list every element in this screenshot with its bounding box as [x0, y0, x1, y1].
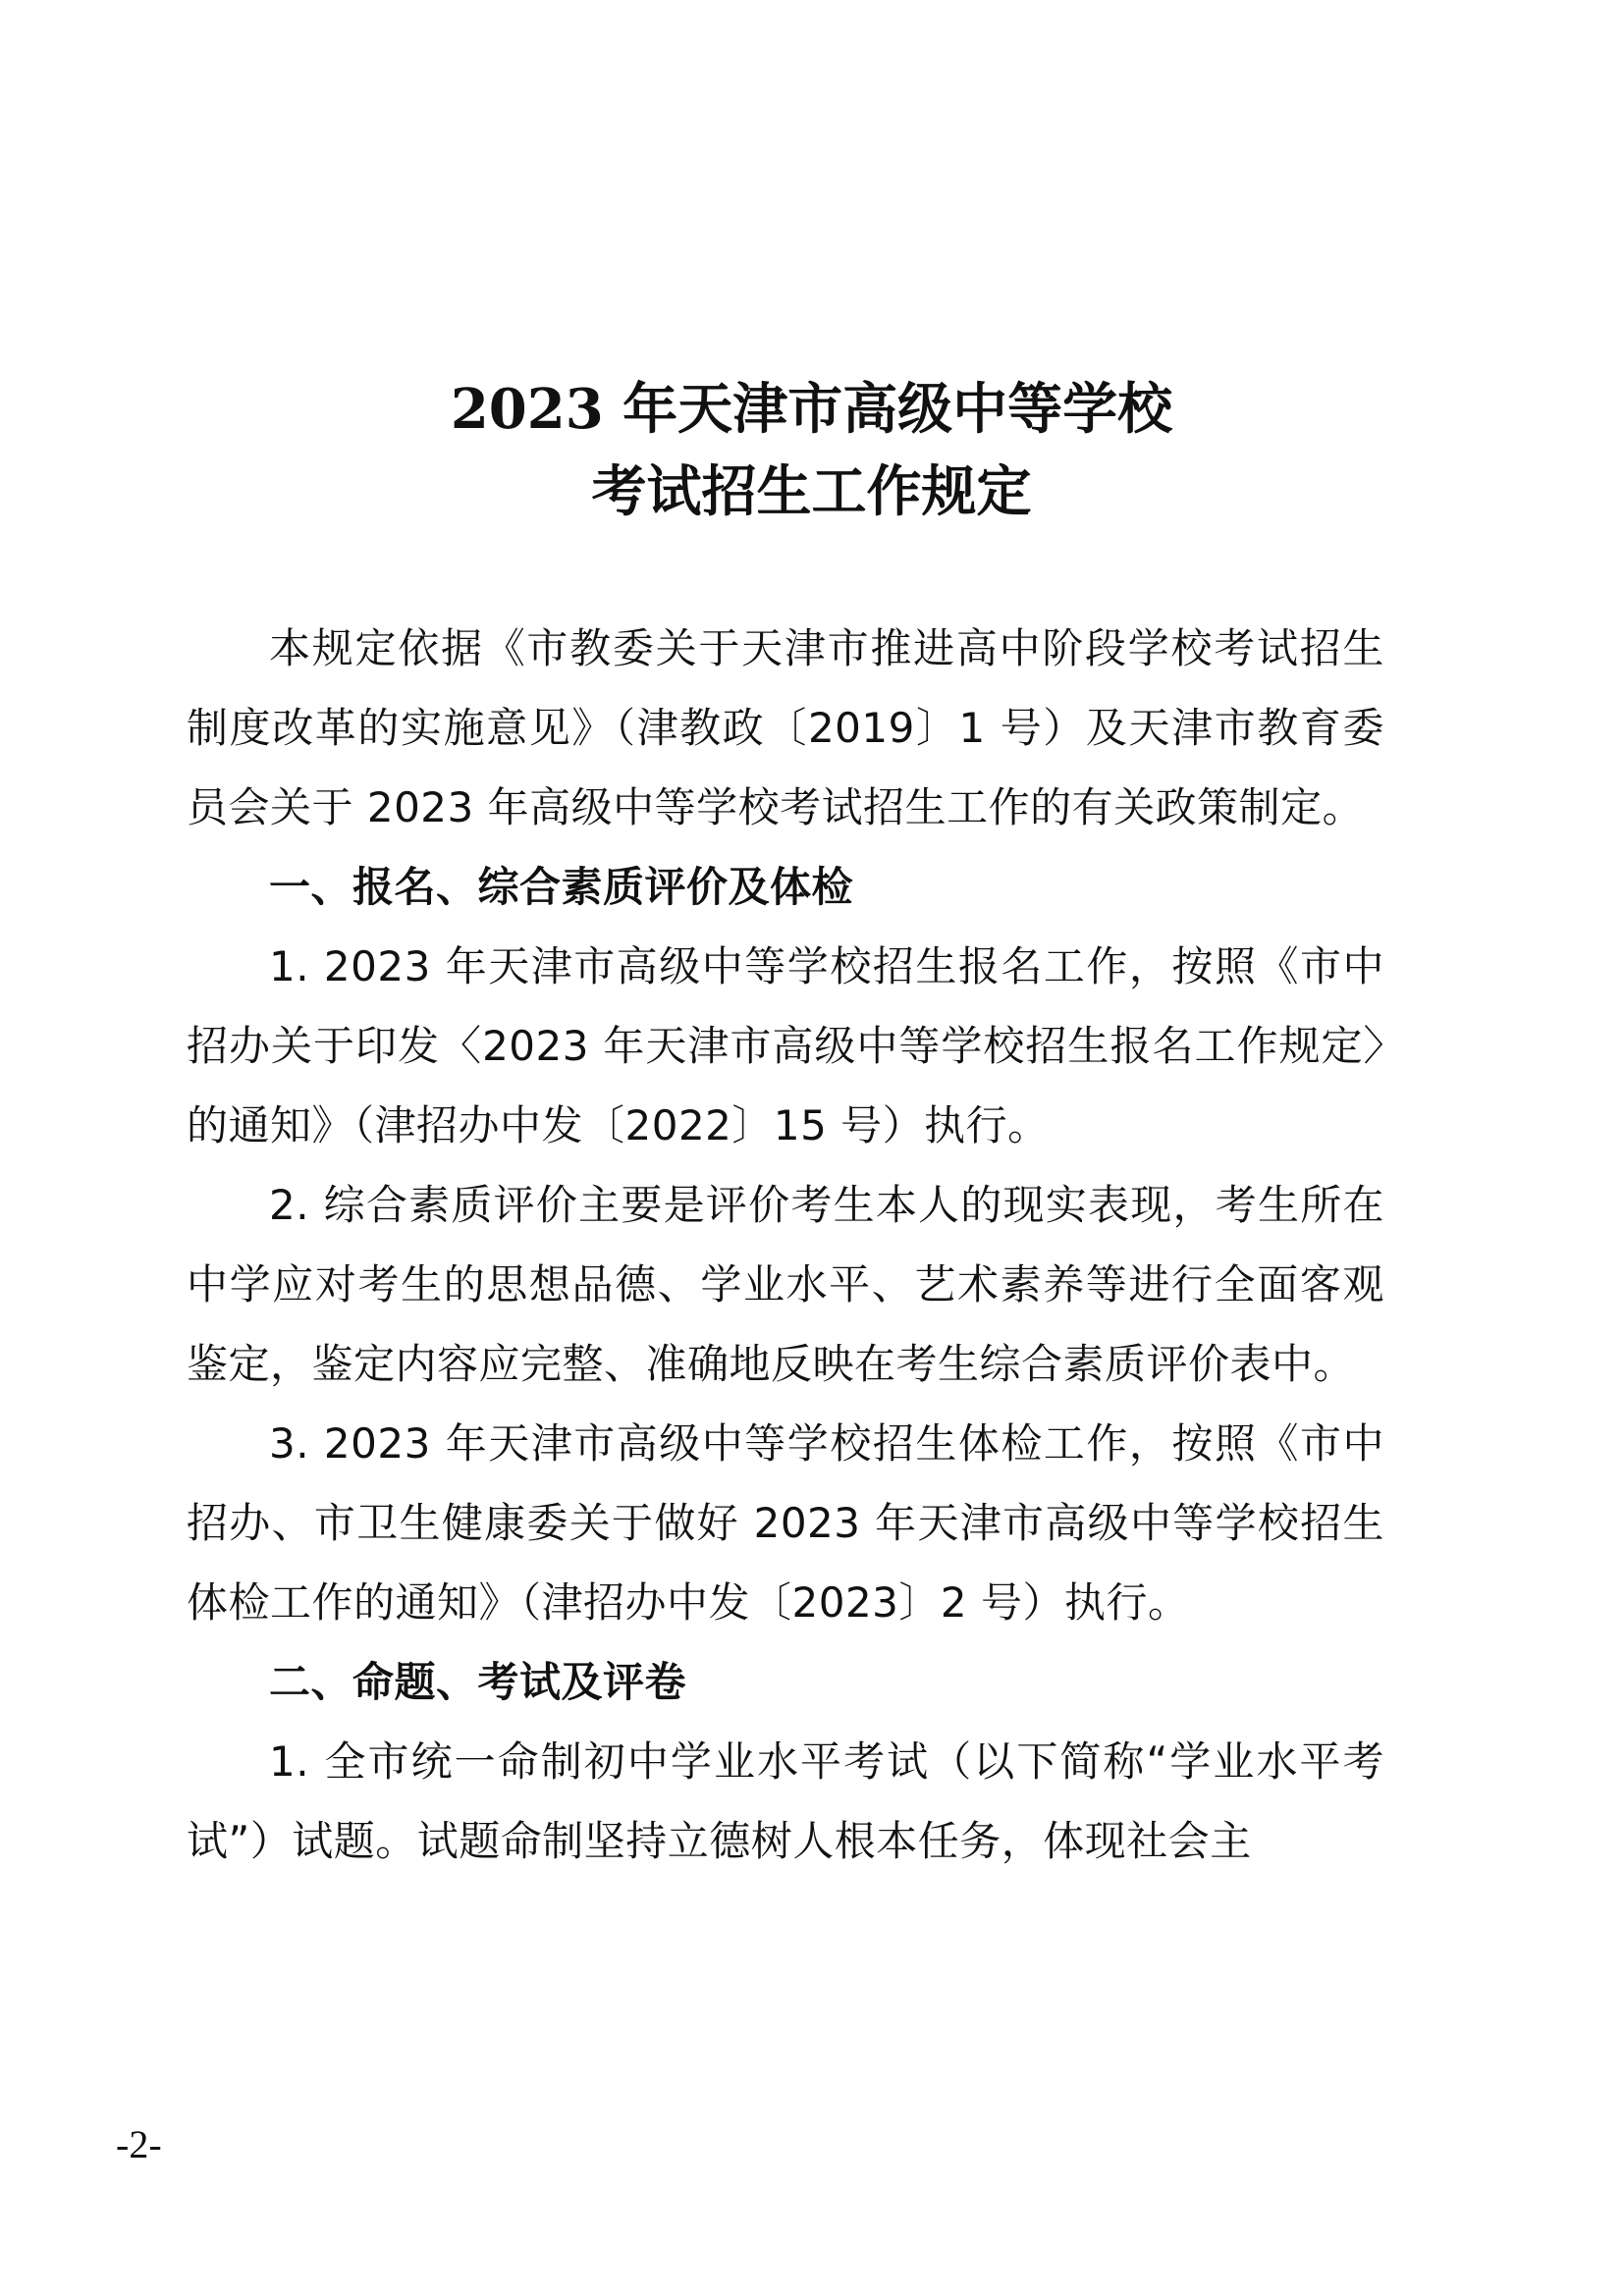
section-2-heading: 二、命题、考试及评卷: [269, 1658, 687, 1706]
document-title-line-2: 考试招生工作规定: [591, 459, 1032, 524]
section-2-item-1: 1. 全市统一命制初中学业水平考试（以下简称“学业水平考试”）试题。试题命制坚持立德树人根本任务，体现社会主: [187, 1737, 1384, 1865]
document-body: [187, 609, 1384, 1881]
document-title-line-1: 2023 年天津市高级中等学校: [450, 377, 1173, 442]
section-1-heading: 一、报名、综合素质评价及体检: [269, 863, 854, 911]
section-1-item-2: 2. 综合素质评价主要是评价考生本人的现实表现，考生所在中学应对考生的思想品德、学业水平、艺术素养等进行全面客观鉴定，鉴定内容应完整、准确地反映在考生综合素质评价表中。: [187, 1181, 1384, 1388]
intro-paragraph: 本规定依据《市教委关于天津市推进高中阶段学校考试招生制度改革的实施意见》（津教政〔2019〕1 号）及天津市教育委员会关于 2023 年高级中等学校考试招生工作的有关政策制定。: [187, 624, 1384, 831]
section-1-item-3: 3. 2023 年天津市高级中等学校招生体检工作，按照《市中招办、市卫生健康委关于做好 2023 年天津市高级中等学校招生体检工作的通知》（津招办中发〔2023〕2 号）执行。: [187, 1419, 1384, 1627]
page-number: -2-: [116, 2122, 162, 2166]
section-1-item-1: 1. 2023 年天津市高级中等学校招生报名工作，按照《市中招办关于印发〈2023 年天津市高级中等学校招生报名工作规定〉的通知》（津招办中发〔2022〕15 号）执行。: [187, 942, 1384, 1149]
